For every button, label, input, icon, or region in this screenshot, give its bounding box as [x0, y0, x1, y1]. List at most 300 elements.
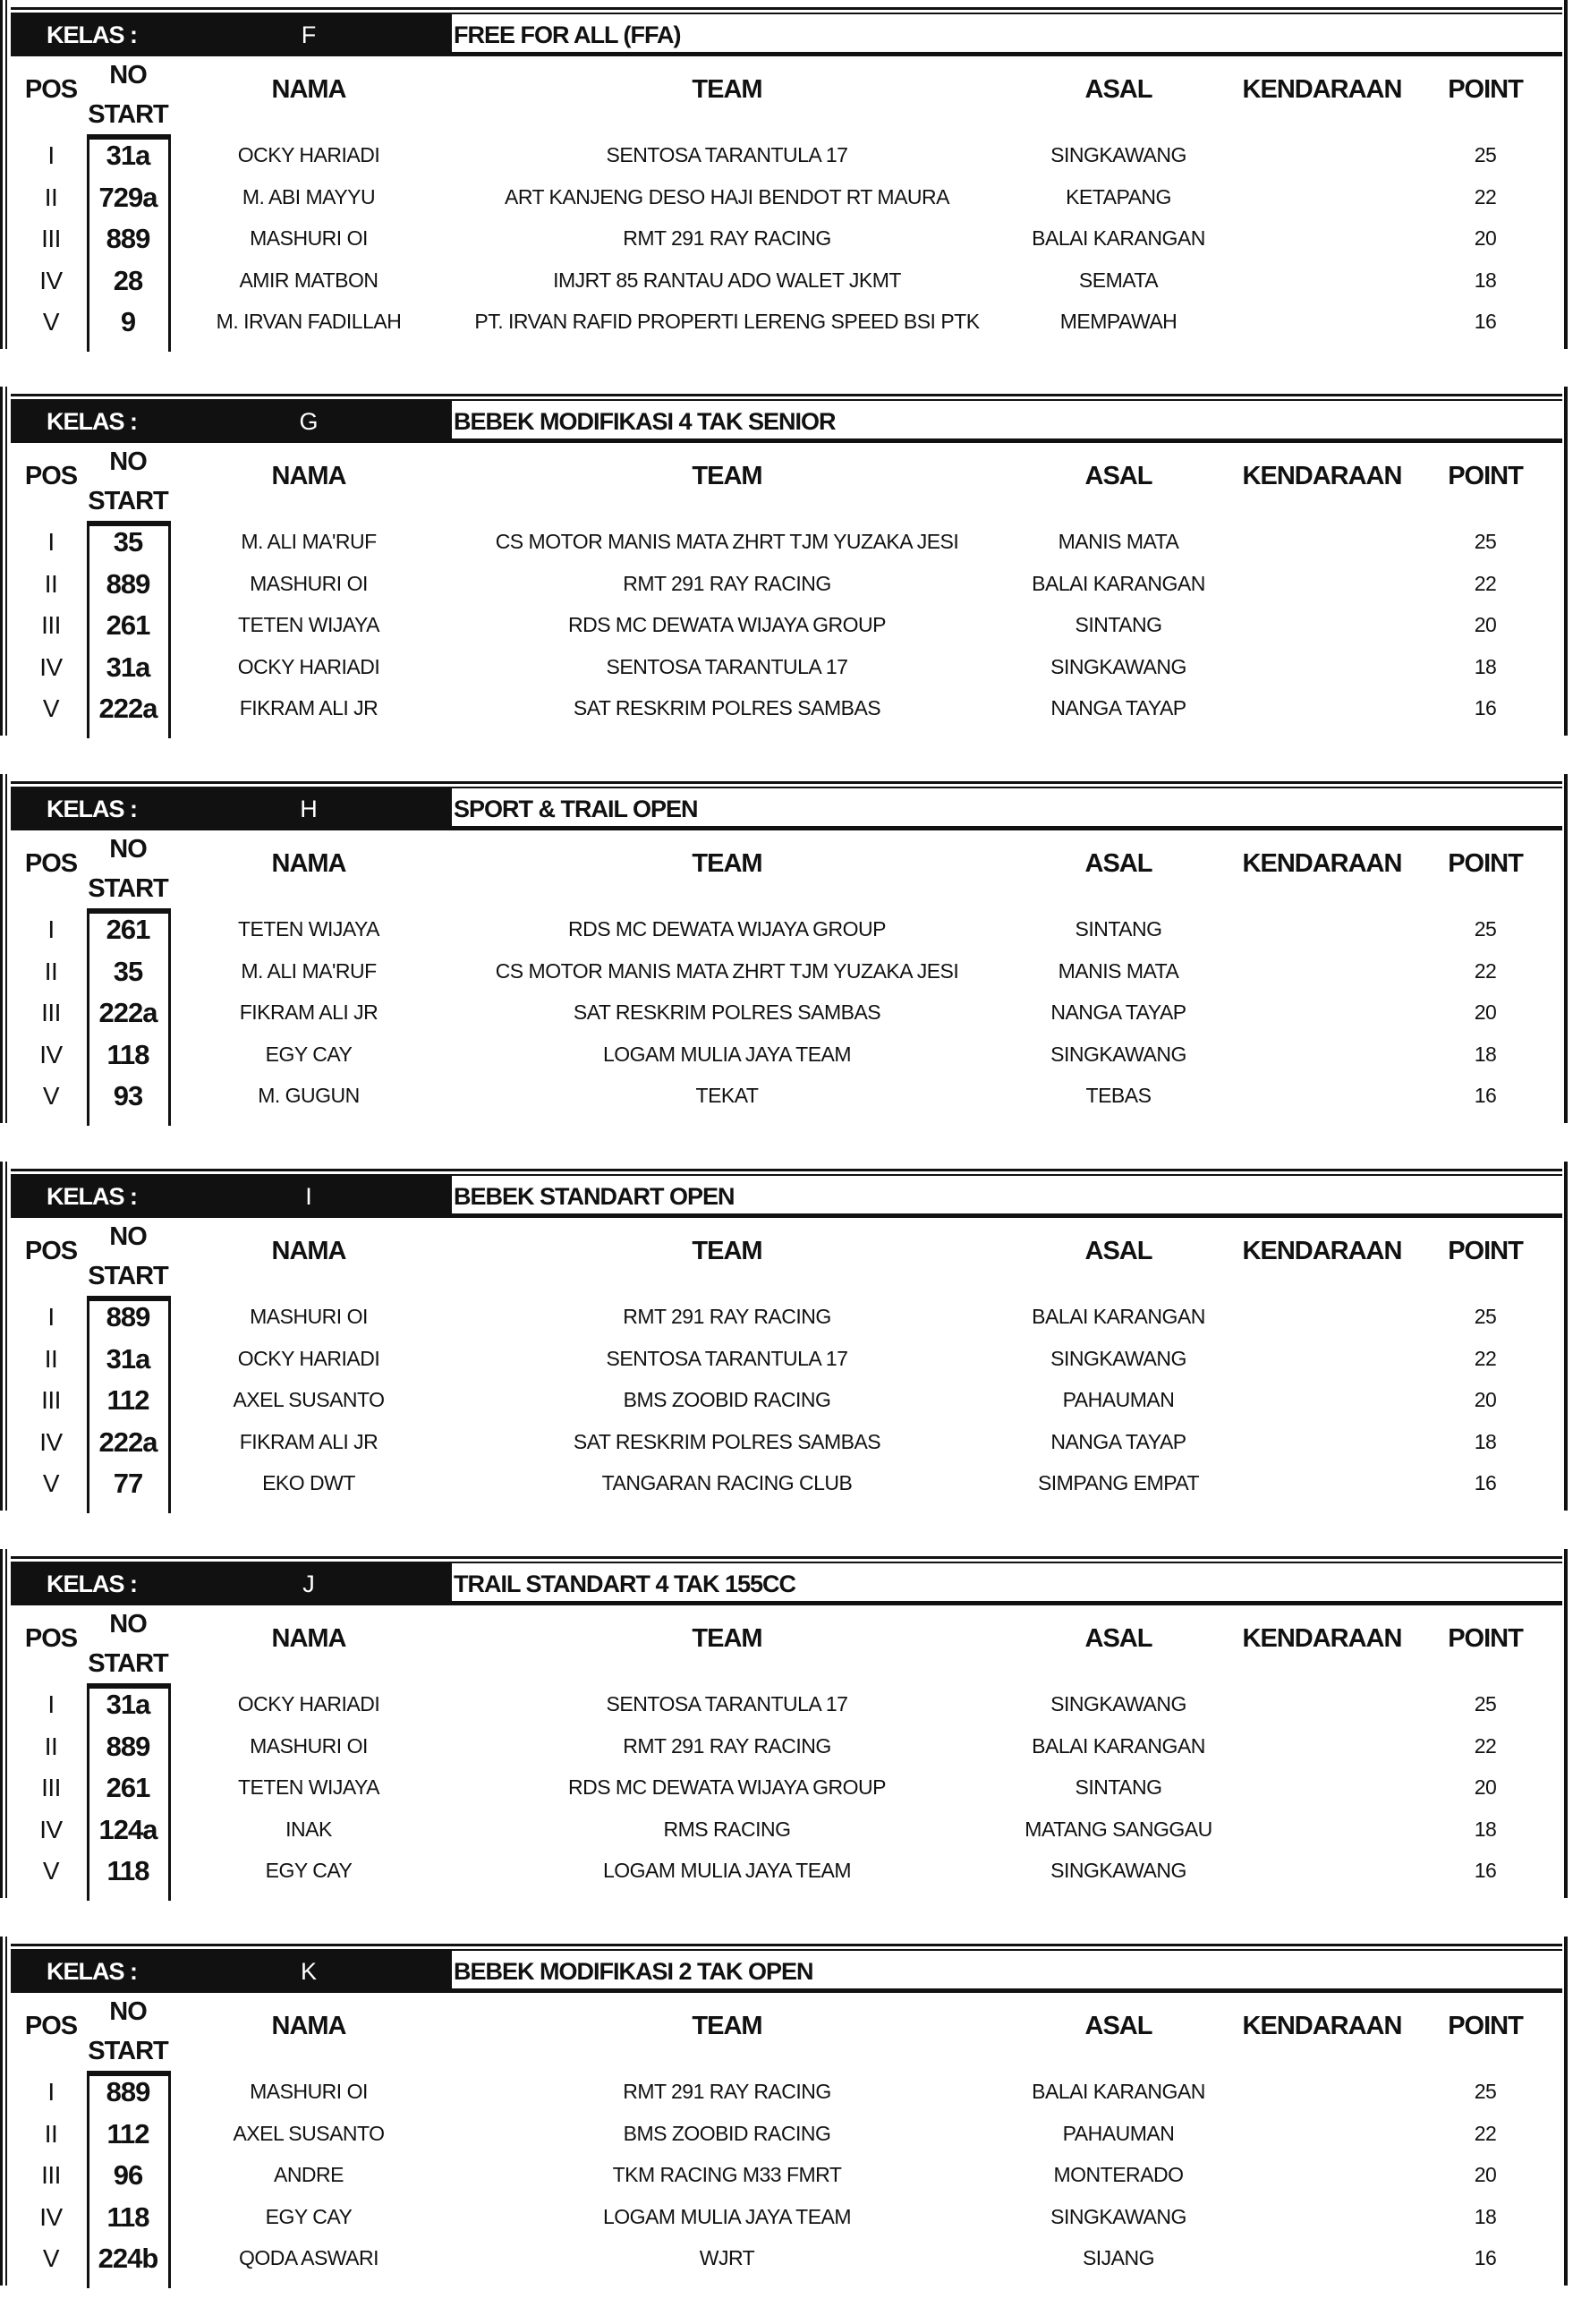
column-header-nama: NAMA — [271, 849, 346, 878]
column-header-no: NO — [109, 61, 147, 89]
origin-cell: SINTANG — [1075, 1775, 1162, 1799]
rider-name-cell: TETEN WIJAYA — [238, 917, 379, 941]
team-cell: RMT 291 RAY RACING — [623, 226, 831, 250]
header-underline — [11, 438, 1562, 443]
team-cell: RMT 291 RAY RACING — [623, 2080, 831, 2103]
point-cell: 18 — [1474, 1043, 1497, 1066]
origin-cell: SINGKAWANG — [1050, 1859, 1186, 1882]
start-number-cell: 35 — [113, 526, 143, 558]
point-cell: 25 — [1474, 143, 1497, 166]
origin-cell: SINGKAWANG — [1050, 2205, 1186, 2228]
table-row — [0, 1683, 1573, 1725]
vehicle-cell — [1235, 134, 1409, 176]
column-header-point: POINT — [1448, 849, 1523, 878]
kelas-label: KELAS : — [47, 408, 137, 435]
position-cell: V — [42, 1857, 60, 1885]
team-cell: RDS MC DEWATA WIJAYA GROUP — [567, 917, 887, 941]
table-row — [0, 1725, 1573, 1767]
origin-cell: SINTANG — [1075, 613, 1162, 636]
origin-cell: MANIS MATA — [1058, 959, 1179, 983]
origin-cell: BALAI KARANGAN — [1032, 1734, 1205, 1758]
kelas-code: I — [305, 1183, 312, 1210]
table-row — [0, 1462, 1573, 1504]
origin-cell: SEMATA — [1078, 268, 1159, 292]
position-cell: I — [47, 915, 55, 943]
table-row — [0, 1034, 1573, 1076]
position-cell: IV — [39, 1041, 63, 1068]
header-underline — [11, 1213, 1562, 1218]
table-row — [0, 260, 1573, 302]
column-header-team: TEAM — [692, 1237, 762, 1265]
kelas-code: F — [301, 21, 317, 48]
start-number-cell: 889 — [106, 1731, 150, 1762]
kelas-label: KELAS : — [47, 1571, 137, 1597]
start-number-cell: 9 — [120, 306, 136, 337]
origin-cell: SINGKAWANG — [1050, 1043, 1186, 1066]
vehicle-cell — [1235, 1338, 1409, 1380]
vehicle-cell — [1235, 1296, 1409, 1338]
rider-name-cell: EGY CAY — [265, 2205, 353, 2228]
rider-name-cell: FIKRAM ALI JR — [239, 1430, 378, 1453]
position-cell: III — [41, 999, 61, 1026]
column-header-team: TEAM — [692, 75, 762, 104]
top-double-line — [11, 1944, 1562, 1946]
column-header-nama: NAMA — [271, 1237, 346, 1265]
vehicle-cell — [1235, 687, 1409, 729]
column-header-nama: NAMA — [271, 462, 346, 490]
top-double-line — [11, 1169, 1562, 1171]
origin-cell: SINGKAWANG — [1050, 1692, 1186, 1715]
column-header-pos: POS — [24, 75, 78, 104]
top-double-line — [11, 1556, 1562, 1559]
start-number-cell: 889 — [106, 568, 150, 600]
start-number-cell: 224b — [98, 2243, 158, 2274]
table-row — [0, 521, 1573, 563]
vehicle-cell — [1235, 1034, 1409, 1076]
header-underline — [11, 826, 1562, 830]
table-row — [0, 2113, 1573, 2155]
origin-cell: SINGKAWANG — [1050, 143, 1186, 166]
column-header-start: START — [88, 2037, 168, 2065]
start-number-cell: 222a — [98, 1426, 157, 1458]
rider-name-cell: TETEN WIJAYA — [238, 613, 379, 636]
point-cell: 25 — [1474, 530, 1497, 553]
vehicle-cell — [1235, 1421, 1409, 1463]
start-number-cell: 889 — [106, 2076, 150, 2107]
point-cell: 18 — [1474, 1430, 1497, 1453]
start-number-cell: 96 — [113, 2159, 143, 2191]
kelas-label: KELAS : — [47, 1183, 137, 1210]
position-cell: I — [47, 2078, 55, 2106]
rider-name-cell: ANDRE — [273, 2163, 344, 2186]
column-header-no: NO — [109, 447, 147, 476]
table-row — [0, 1296, 1573, 1338]
kelas-label: KELAS : — [47, 21, 137, 48]
team-cell: WJRT — [699, 2246, 755, 2269]
team-cell: SAT RESKRIM POLRES SAMBAS — [573, 696, 881, 719]
table-row — [0, 1379, 1573, 1421]
column-header-no: NO — [109, 1222, 147, 1251]
kelas-code: G — [299, 408, 319, 435]
vehicle-cell — [1235, 301, 1409, 343]
point-cell: 18 — [1474, 2205, 1497, 2228]
position-cell: IV — [39, 2203, 63, 2231]
column-header-kendaraan: KENDARAAN — [1242, 2012, 1402, 2040]
start-number-cell: 889 — [106, 1301, 150, 1332]
start-number-cell: 118 — [106, 1039, 149, 1070]
rider-name-cell: QODA ASWARI — [239, 2246, 378, 2269]
rider-name-cell: MASHURI OI — [250, 226, 368, 250]
origin-cell: KETAPANG — [1066, 185, 1171, 209]
column-header-kendaraan: KENDARAAN — [1242, 1237, 1402, 1265]
point-cell: 16 — [1474, 2246, 1497, 2269]
class-title: FREE FOR ALL (FFA) — [454, 21, 681, 48]
table-row — [0, 217, 1573, 260]
table-row — [0, 563, 1573, 605]
vehicle-cell — [1235, 1809, 1409, 1851]
column-header-no: NO — [109, 1997, 147, 2026]
column-header-pos: POS — [24, 1237, 78, 1265]
team-cell: LOGAM MULIA JAYA TEAM — [602, 1859, 852, 1882]
origin-cell: SINGKAWANG — [1050, 655, 1186, 678]
start-number-cell: 31a — [106, 140, 150, 171]
vehicle-cell — [1235, 217, 1409, 260]
team-cell: SENTOSA TARANTULA 17 — [606, 143, 848, 166]
point-cell: 22 — [1474, 1347, 1497, 1370]
point-cell: 18 — [1474, 1817, 1497, 1841]
class-title: TRAIL STANDART 4 TAK 155CC — [454, 1571, 796, 1597]
start-number-cell: 261 — [106, 914, 150, 945]
origin-cell: PAHAUMAN — [1062, 2122, 1175, 2145]
table-row — [0, 2071, 1573, 2113]
column-header-no-start — [86, 1217, 170, 1296]
start-number-cell: 889 — [106, 223, 150, 254]
header-underline — [11, 1601, 1562, 1605]
position-cell: V — [42, 1082, 60, 1110]
rider-name-cell: M. GUGUN — [258, 1084, 360, 1107]
team-cell: TEKAT — [695, 1084, 759, 1107]
origin-cell: TEBAS — [1085, 1084, 1152, 1107]
rider-name-cell: TETEN WIJAYA — [238, 1775, 379, 1799]
start-number-cell: 35 — [113, 956, 143, 987]
table-row — [0, 1421, 1573, 1463]
rider-name-cell: AXEL SUSANTO — [233, 1388, 385, 1411]
start-number-cell: 222a — [98, 997, 157, 1028]
start-number-cell: 93 — [113, 1080, 143, 1111]
column-header-point: POINT — [1448, 75, 1523, 104]
point-cell: 22 — [1474, 959, 1497, 983]
vehicle-cell — [1235, 563, 1409, 605]
origin-cell: SINGKAWANG — [1050, 1347, 1186, 1370]
position-cell: III — [41, 1386, 61, 1414]
point-cell: 20 — [1474, 1775, 1497, 1799]
column-header-team: TEAM — [692, 849, 762, 878]
vehicle-cell — [1235, 908, 1409, 950]
column-header-start: START — [88, 1262, 168, 1290]
rider-name-cell: EGY CAY — [265, 1859, 353, 1882]
start-number-cell: 112 — [106, 2118, 149, 2149]
start-number-cell: 261 — [106, 609, 150, 641]
column-header-team: TEAM — [692, 462, 762, 490]
vehicle-cell — [1235, 1379, 1409, 1421]
start-number-cell: 112 — [106, 1384, 149, 1416]
team-cell: SAT RESKRIM POLRES SAMBAS — [573, 1430, 881, 1453]
team-cell: RDS MC DEWATA WIJAYA GROUP — [567, 1775, 887, 1799]
rider-name-cell: FIKRAM ALI JR — [239, 1000, 378, 1024]
column-header-point: POINT — [1448, 2012, 1523, 2040]
position-cell: V — [42, 1469, 60, 1497]
team-cell: LOGAM MULIA JAYA TEAM — [602, 2205, 852, 2228]
rider-name-cell: INAK — [285, 1817, 332, 1841]
vehicle-cell — [1235, 521, 1409, 563]
team-cell: RMT 291 RAY RACING — [623, 1305, 831, 1328]
rider-name-cell: M. ALI MA'RUF — [241, 530, 377, 553]
position-cell: II — [44, 183, 58, 211]
point-cell: 22 — [1474, 2122, 1497, 2145]
rider-name-cell: AXEL SUSANTO — [233, 2122, 385, 2145]
column-header-no-start — [86, 55, 170, 134]
vehicle-cell — [1235, 2154, 1409, 2196]
vehicle-cell — [1235, 992, 1409, 1034]
vehicle-cell — [1235, 646, 1409, 688]
origin-cell: PAHAUMAN — [1062, 1388, 1175, 1411]
rider-name-cell: OCKY HARIADI — [237, 1692, 380, 1715]
rider-name-cell: EGY CAY — [265, 1043, 353, 1066]
start-number-cell: 118 — [106, 1855, 149, 1886]
table-row — [0, 1850, 1573, 1892]
point-cell: 20 — [1474, 1388, 1497, 1411]
point-cell: 25 — [1474, 1692, 1497, 1715]
column-header-start: START — [88, 100, 168, 129]
origin-cell: SIMPANG EMPAT — [1037, 1471, 1200, 1494]
start-number-cell: 77 — [113, 1468, 143, 1499]
column-header-no-start — [86, 1605, 170, 1683]
team-cell: BMS ZOOBID RACING — [623, 1388, 831, 1411]
column-header-team: TEAM — [692, 1624, 762, 1653]
rider-name-cell: AMIR MATBON — [239, 268, 378, 292]
position-cell: V — [42, 694, 60, 722]
vehicle-cell — [1235, 1683, 1409, 1725]
point-cell: 18 — [1474, 268, 1497, 292]
table-row — [0, 1766, 1573, 1809]
team-cell: LOGAM MULIA JAYA TEAM — [602, 1043, 852, 1066]
rider-name-cell: OCKY HARIADI — [237, 143, 380, 166]
team-cell: SENTOSA TARANTULA 17 — [606, 655, 848, 678]
team-cell: SENTOSA TARANTULA 17 — [606, 1347, 848, 1370]
position-cell: II — [44, 570, 58, 598]
vehicle-cell — [1235, 1850, 1409, 1892]
kelas-label: KELAS : — [47, 1958, 137, 1985]
rider-name-cell: FIKRAM ALI JR — [239, 696, 378, 719]
position-cell: II — [44, 1732, 58, 1760]
position-cell: II — [44, 2120, 58, 2148]
start-number-cell: 729a — [98, 182, 157, 213]
class-title: BEBEK MODIFIKASI 4 TAK SENIOR — [454, 408, 836, 435]
class-section — [0, 0, 1573, 387]
team-cell: SENTOSA TARANTULA 17 — [606, 1692, 848, 1715]
point-cell: 20 — [1474, 2163, 1497, 2186]
position-cell: I — [47, 1690, 55, 1718]
origin-cell: NANGA TAYAP — [1050, 696, 1186, 719]
position-cell: II — [44, 958, 58, 985]
team-cell: ART KANJENG DESO HAJI BENDOT RT MAURA — [505, 185, 949, 209]
top-double-line — [11, 7, 1562, 10]
origin-cell: SINTANG — [1075, 917, 1162, 941]
vehicle-cell — [1235, 1766, 1409, 1809]
point-cell: 20 — [1474, 1000, 1497, 1024]
column-header-start: START — [88, 1649, 168, 1678]
vehicle-cell — [1235, 2071, 1409, 2113]
position-cell: IV — [39, 267, 63, 294]
table-row — [0, 176, 1573, 218]
origin-cell: BALAI KARANGAN — [1032, 2080, 1205, 2103]
class-title: BEBEK MODIFIKASI 2 TAK OPEN — [454, 1958, 813, 1985]
vehicle-cell — [1235, 950, 1409, 992]
kelas-label: KELAS : — [47, 796, 137, 822]
table-row — [0, 687, 1573, 729]
header-underline — [11, 1988, 1562, 1993]
position-cell: II — [44, 1345, 58, 1373]
table-row — [0, 1075, 1573, 1117]
column-header-no-start — [86, 1992, 170, 2071]
team-cell: IMJRT 85 RANTAU ADO WALET JKMT — [553, 268, 901, 292]
team-cell: SAT RESKRIM POLRES SAMBAS — [573, 1000, 881, 1024]
position-cell: IV — [39, 653, 63, 681]
team-cell: RMS RACING — [663, 1817, 791, 1841]
position-cell: III — [41, 1774, 61, 1801]
table-row — [0, 301, 1573, 343]
table-row — [0, 2154, 1573, 2196]
table-row — [0, 2237, 1573, 2279]
column-header-pos: POS — [24, 1624, 78, 1653]
vehicle-cell — [1235, 2237, 1409, 2279]
start-number-cell: 118 — [106, 2201, 149, 2233]
vehicle-cell — [1235, 604, 1409, 646]
column-header-nama: NAMA — [271, 75, 346, 104]
point-cell: 22 — [1474, 572, 1497, 595]
origin-cell: NANGA TAYAP — [1050, 1430, 1186, 1453]
rider-name-cell: OCKY HARIADI — [237, 1347, 380, 1370]
origin-cell: MANIS MATA — [1058, 530, 1179, 553]
start-number-cell: 31a — [106, 1343, 150, 1375]
rider-name-cell: EKO DWT — [262, 1471, 355, 1494]
position-cell: I — [47, 1303, 55, 1331]
point-cell: 25 — [1474, 2080, 1497, 2103]
point-cell: 16 — [1474, 1084, 1497, 1107]
vehicle-cell — [1235, 1075, 1409, 1117]
position-cell: III — [41, 225, 61, 252]
kelas-code: K — [300, 1958, 317, 1985]
table-row — [0, 2196, 1573, 2238]
table-row — [0, 1809, 1573, 1851]
team-cell: RMT 291 RAY RACING — [623, 572, 831, 595]
column-header-pos: POS — [24, 462, 78, 490]
position-cell: III — [41, 611, 61, 639]
column-header-asal: ASAL — [1084, 462, 1152, 490]
rider-name-cell: M. ABI MAYYU — [242, 185, 376, 209]
vehicle-cell — [1235, 260, 1409, 302]
origin-cell: BALAI KARANGAN — [1032, 572, 1205, 595]
column-header-start: START — [88, 874, 168, 903]
start-number-cell: 28 — [113, 265, 143, 296]
header-underline — [11, 52, 1562, 56]
table-row — [0, 134, 1573, 176]
class-section — [0, 1162, 1573, 1549]
column-header-asal: ASAL — [1084, 75, 1152, 104]
point-cell: 22 — [1474, 1734, 1497, 1758]
origin-cell: BALAI KARANGAN — [1032, 226, 1205, 250]
team-cell: CS MOTOR MANIS MATA ZHRT TJM YUZAKA JESI — [495, 530, 959, 553]
column-header-point: POINT — [1448, 1624, 1523, 1653]
origin-cell: BALAI KARANGAN — [1032, 1305, 1205, 1328]
rider-name-cell: M. IRVAN FADILLAH — [216, 310, 402, 333]
point-cell: 25 — [1474, 1305, 1497, 1328]
origin-cell: MONTERADO — [1053, 2163, 1184, 2186]
rider-name-cell: OCKY HARIADI — [237, 655, 380, 678]
rider-name-cell: M. ALI MA'RUF — [241, 959, 377, 983]
position-cell: IV — [39, 1816, 63, 1843]
position-cell: V — [42, 308, 60, 336]
start-number-cell: 222a — [98, 693, 157, 724]
team-cell: TANGARAN RACING CLUB — [601, 1471, 853, 1494]
column-header-team: TEAM — [692, 2012, 762, 2040]
vehicle-cell — [1235, 2113, 1409, 2155]
column-header-point: POINT — [1448, 462, 1523, 490]
class-section — [0, 1937, 1573, 2324]
start-number-cell: 31a — [106, 1689, 150, 1720]
column-header-asal: ASAL — [1084, 1624, 1152, 1653]
class-section — [0, 387, 1573, 774]
rider-name-cell: MASHURI OI — [250, 1734, 368, 1758]
kelas-code: J — [302, 1571, 315, 1597]
column-header-kendaraan: KENDARAAN — [1242, 849, 1402, 878]
kelas-code: H — [300, 796, 318, 822]
class-section — [0, 774, 1573, 1162]
column-header-pos: POS — [24, 2012, 78, 2040]
table-row — [0, 604, 1573, 646]
origin-cell: NANGA TAYAP — [1050, 1000, 1186, 1024]
column-header-nama: NAMA — [271, 1624, 346, 1653]
column-header-nama: NAMA — [271, 2012, 346, 2040]
point-cell: 16 — [1474, 310, 1497, 333]
column-header-no: NO — [109, 1610, 147, 1639]
class-section — [0, 1549, 1573, 1937]
table-row — [0, 1338, 1573, 1380]
table-row — [0, 950, 1573, 992]
rider-name-cell: MASHURI OI — [250, 572, 368, 595]
team-cell: PT. IRVAN RAFID PROPERTI LERENG SPEED BSI PTK — [474, 310, 980, 333]
point-cell: 18 — [1474, 655, 1497, 678]
class-title: BEBEK STANDART OPEN — [454, 1183, 735, 1210]
top-double-line — [11, 781, 1562, 784]
team-cell: RDS MC DEWATA WIJAYA GROUP — [567, 613, 887, 636]
column-header-asal: ASAL — [1084, 2012, 1152, 2040]
vehicle-cell — [1235, 2196, 1409, 2238]
column-header-start: START — [88, 487, 168, 515]
vehicle-cell — [1235, 176, 1409, 218]
point-cell: 20 — [1474, 226, 1497, 250]
rider-name-cell: MASHURI OI — [250, 2080, 368, 2103]
position-cell: V — [42, 2244, 60, 2272]
point-cell: 16 — [1474, 1471, 1497, 1494]
point-cell: 20 — [1474, 613, 1497, 636]
origin-cell: SIJANG — [1082, 2246, 1155, 2269]
start-number-cell: 261 — [106, 1772, 150, 1803]
vehicle-cell — [1235, 1725, 1409, 1767]
team-cell: RMT 291 RAY RACING — [623, 1734, 831, 1758]
position-cell: I — [47, 528, 55, 556]
top-double-line — [11, 394, 1562, 396]
